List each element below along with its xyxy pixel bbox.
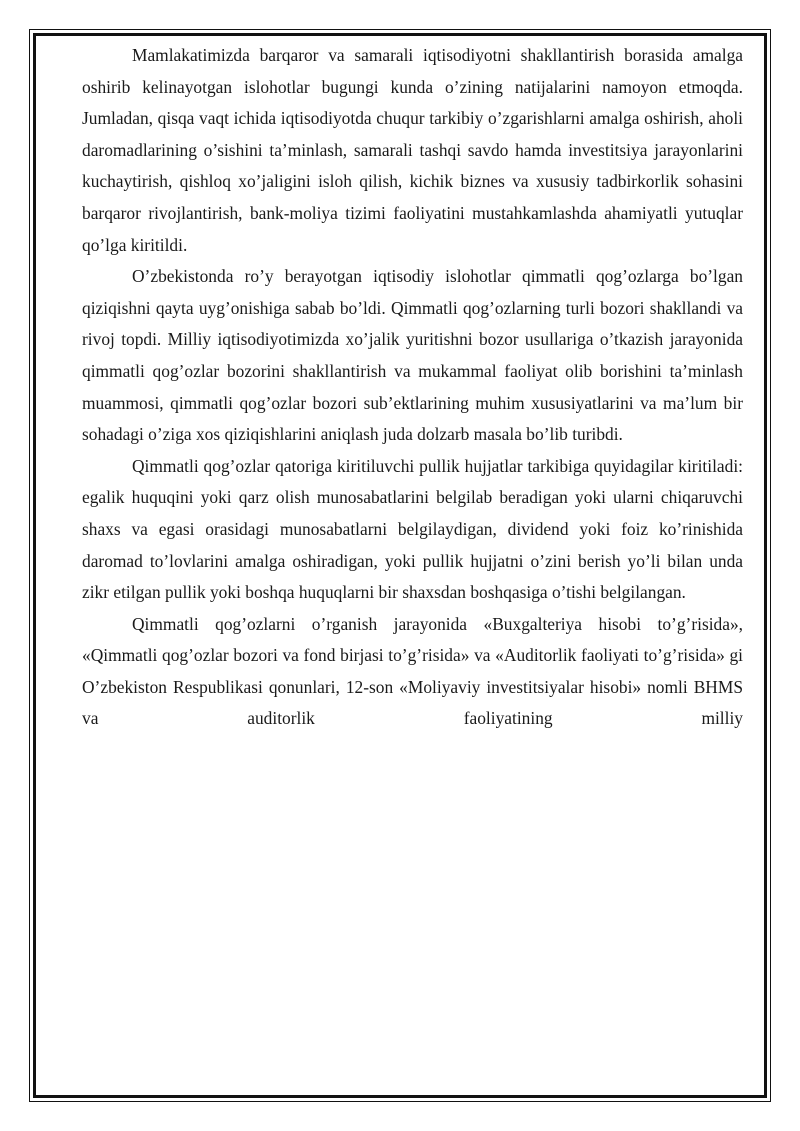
paragraph-2: O’zbekistonda ro’y berayotgan iqtisodiy islohotlar qimmatli qog’ozlarga bo’lgan qiziqishni qayta uyg’onishiga sabab bo’ldi. Qimmatli qog’ozlarning turli bozori shakllandi va rivoj topdi. Milliy iqtisodiyotimizda xo’jalik yuritishni bozor usullariga o’tkazish jarayonida qimmatli qog’ozlar bozorini shakllantirish va mukammal faoliyat olib borishini ta’minlash muammosi, qimmatli qog’ozlar bozori sub’ektlarining muhim xususiyatlarini va ma’lum bir sohadagi o’ziga xos qiziqishlarini aniqlash juda dolzarb masala bo’lib turibdi. xyxy=(82,266,743,445)
paragraph-4: Qimmatli qog’ozlarni o’rganish jarayonida «Buxgalteriya hisobi to’g’risida», «Qimmatli qog’ozlar bozori va fond birjasi to’g’risida» va «Auditorlik faoliyati to’g’risida» gi O’zbekiston Respublikasi qonunlari, 12-son «Moliyaviy investitsiyalar hisobi» nomli BHMS va auditorlik faoliyatining milliy xyxy=(82,613,743,729)
paragraph-1: Mamlakatimizda barqaror va samarali iqtisodiyotni shakllantirish borasida amalga oshirib kelinayotgan islohotlar bugungi kunda o’zining natijalarini namoyon etmoqda. Jumladan, qisqa vaqt ichida iqtisodiyotda chuqur tarkibiy o’zgarishlarni amalga oshirish, aholi daromadlarining o’sishini ta’minlash, samarali tashqi savdo hamda investitsiya jarayonlarini kuchaytirish, qishloq xo’jaligini isloh qilish, kichik biznes va xususiy tadbirkorlik sohasini barqaror rivojlantirish, bank-moliya tizimi faoliyatini mustahkamlashda ahamiyatli yutuqlar qo’lga kiritildi. xyxy=(82,45,743,255)
paragraph-3: Qimmatli qog’ozlar qatoriga kiritiluvchi pullik hujjatlar tarkibiga quyidagilar kiritiladi: egalik huquqini yoki qarz olish munosabatlarini belgilab beradigan yoki ularni chiqaruvchi shaxs va egasi orasidagi munosabatlarni belgilaydigan, dividend yoki foiz ko’rinishida daromad to’lovlarini amalga oshiradigan, yoki pullik hujjatni o’zini berish yo’li bilan unda zikr etilgan pullik yoki boshqa huquqlarni bir shaxsdan boshqasiga o’tishi belgilangan. xyxy=(82,455,743,603)
document-body xyxy=(82,40,743,735)
